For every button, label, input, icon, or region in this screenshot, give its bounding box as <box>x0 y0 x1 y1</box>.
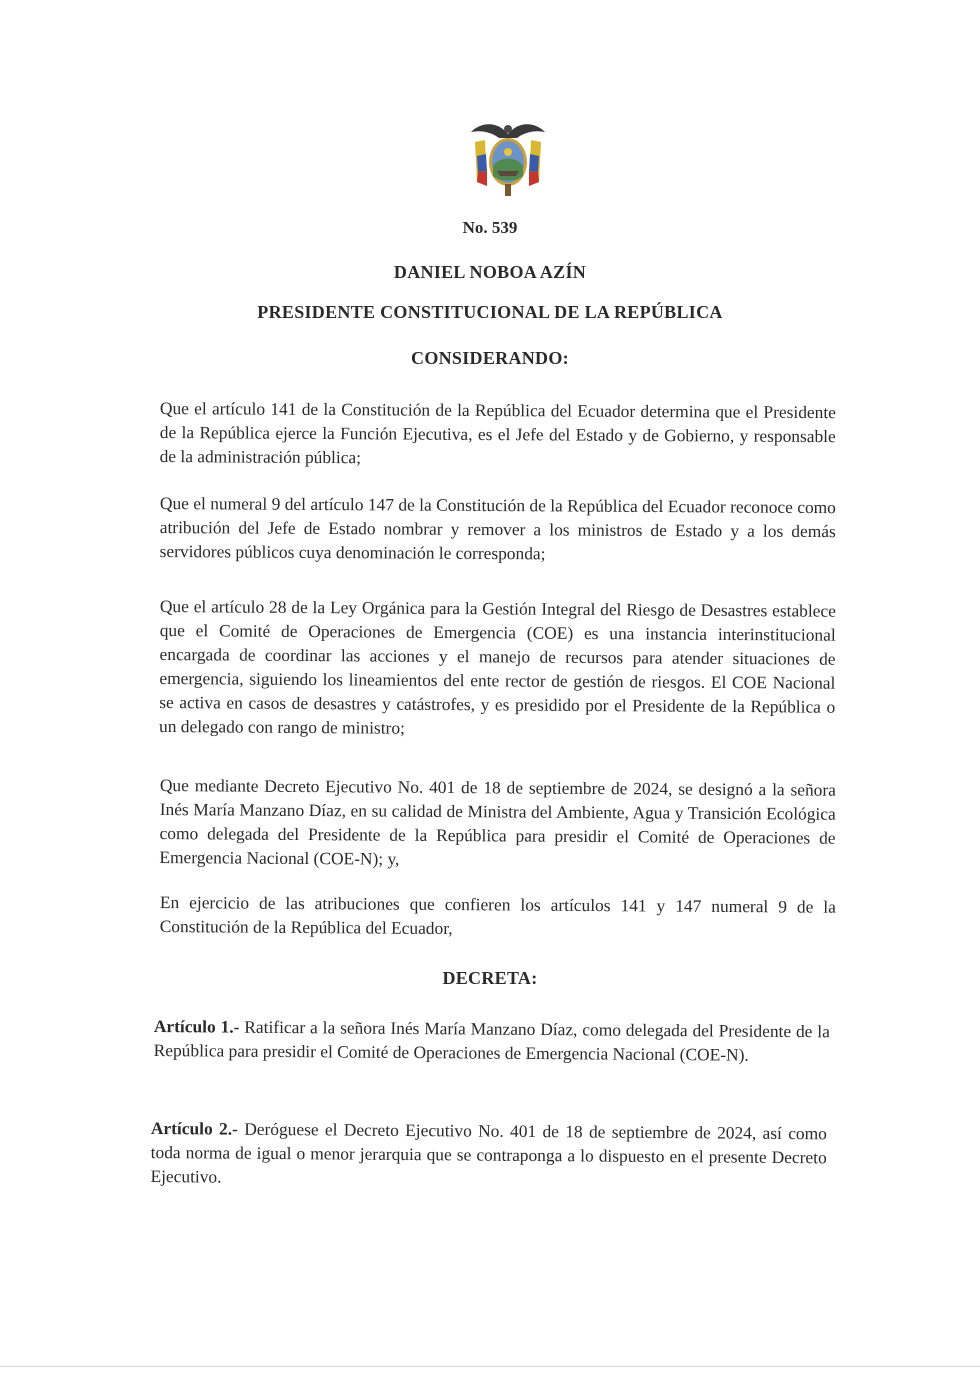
article-label: Artículo 1.- <box>153 1015 240 1037</box>
decreta-heading: DECRETA: <box>442 968 538 988</box>
article-label: Artículo 2.- <box>150 1117 238 1139</box>
president-name: DANIEL NOBOA AZÍN <box>393 262 587 282</box>
considerando-heading: CONSIDERANDO: <box>411 348 569 368</box>
consideration-paragraph: Que el numeral 9 del artículo 147 de la Constitución de la República del Ecuador reconoce como atribución del Jefe de Estado nombrar y remover a los ministros de Estado y a los demás servidores públicos cuya denominación le corresponda; <box>159 492 836 564</box>
decree-number: No. 539 <box>462 218 518 237</box>
consideration-paragraph: En ejercicio de las atribuciones que confieren los artículos 141 y 147 numeral 9 de la Constitución de la República del Ecuador, <box>159 891 836 939</box>
article-1 <box>154 1014 830 1067</box>
article-text: Ratificar a la señora Inés María Manzano Díaz, como delegada del Presidente de la República para presidir el Comité de Operaciones de Emergencia Nacional (COE-N). <box>153 1016 830 1065</box>
article-text: Deróguese el Decreto Ejecutivo No. 401 de 18 de septiembre de 2024, así como toda norma de igual o menor jerarquia que se contraponga a lo dispuesto en el presente Decreto Ejecutivo. <box>150 1118 827 1187</box>
ecuador-coat-of-arms-icon <box>467 116 549 198</box>
consideration-paragraph: Que el artículo 28 de la Ley Orgánica para la Gestión Integral del Riesgo de Desastres establece que el Comité de Operaciones de Emergencia (COE) es una instancia interinstitucional encargada de coordinar las acciones y el manejo de recursos para atender situaciones de emergencia, siguiendo los lineamientos del ente rector de gestión de riesgos. El COE Nacional se activa en casos de desastres y catástrofes, y es presidido por el Presidente de la República o un delegado con rango de ministro; <box>159 595 836 738</box>
consideration-paragraph: Que el artículo 141 de la Constitución de la República del Ecuador determina que el Presidente de la República ejerce la Función Ejecutiva, es el Jefe del Estado y de Gobierno, y responsable de la administración pública; <box>159 397 836 468</box>
consideration-paragraph: Que mediante Decreto Ejecutivo No. 401 de 18 de septiembre de 2024, se designó a la señora Inés María Manzano Díaz, en su calidad de Ministra del Ambiente, Agua y Transición Ecológica como delegada del Presidente de la República para presidir el Comité de Operaciones de Emergencia Nacional (COE-N); y, <box>159 774 836 869</box>
page-bottom-rule <box>0 1366 980 1367</box>
article-2 <box>150 1116 827 1193</box>
president-title: PRESIDENTE CONSTITUCIONAL DE LA REPÚBLICA <box>257 302 723 322</box>
